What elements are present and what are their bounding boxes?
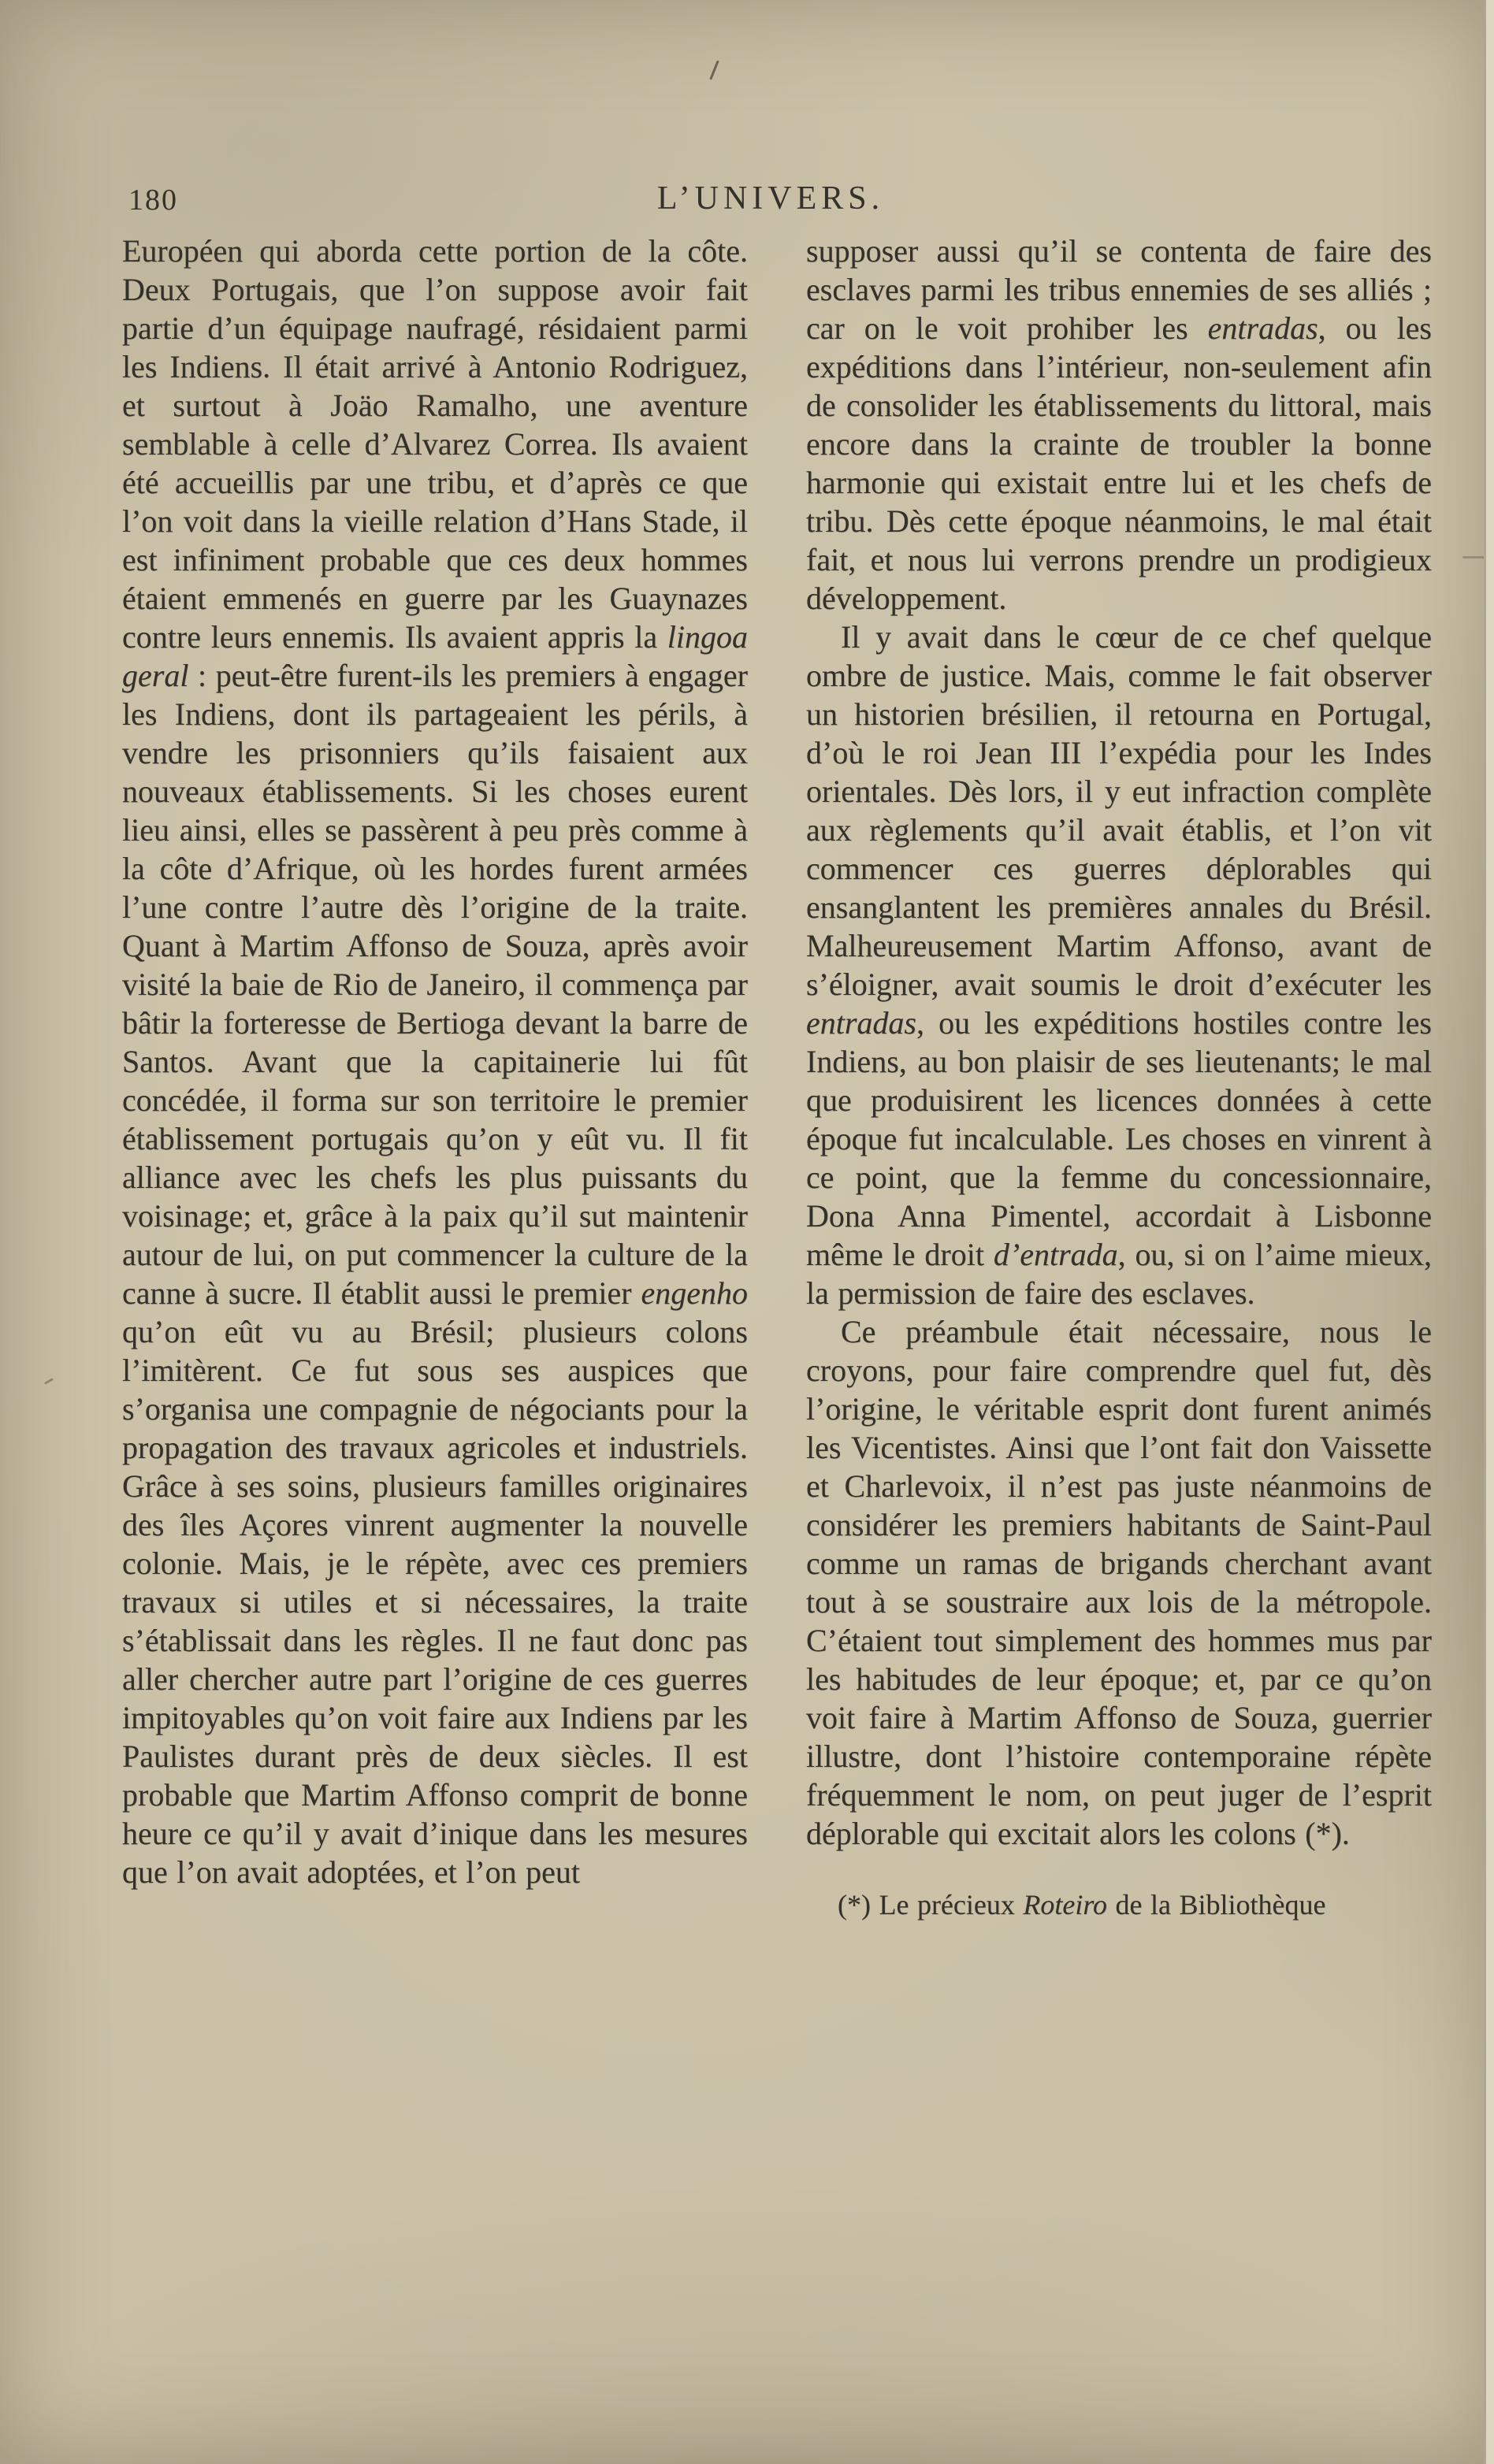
left-column — [122, 232, 748, 1922]
page-number: 180 — [128, 184, 178, 217]
scan-speck — [1462, 556, 1485, 558]
paragraph: (*) Le précieux Roteiro de la Bibliothèque — [838, 1889, 1326, 1920]
paragraph: Il y avait dans le cœur de ce chef quelque ombre de justice. Mais, comme le fait observer un historien brésilien, il retourna en Portugal, d’où le roi Jean III l’expédia pour les Indes orientales. Dès lors, il y eut infraction complète aux règlements qu’il avait établis, et l’on vit commencer ces guerres déplorables qui ensanglantent les premières annales du Brésil. Malheureusement Martim Affonso, avant de s’éloigner, avait soumis le droit d’exécuter les entradas, ou les expéditions hostiles contre les Indiens, au bon plaisir de ses lieutenants; le mal que produisirent les licences données à cette époque fut incalculable. Les choses en vinrent à ce point, que la femme du concessionnaire, Dona Anna Pimentel, accordait à Lisbonne même le droit d’entrada, ou, si on l’aime mieux, la permission de faire des esclaves. — [806, 619, 1432, 1311]
paragraph: supposer aussi qu’il se contenta de faire des esclaves parmi les tribus ennemies de ses alliés ; car on le voit prohiber les entradas, ou les expéditions dans l’intérieur, non-seulement afin de consolider les établissements du littoral, mais encore dans la crainte de troubler la bonne harmonie qui existait entre lui et les chefs de tribu. Dès cette époque néanmoins, le mal était fait, et nous lui verrons prendre un prodigieux développement. — [806, 233, 1432, 616]
right-column-body — [806, 232, 1432, 1853]
text-columns — [122, 232, 1432, 1922]
paragraph: Européen qui aborda cette portion de la côte. Deux Portugais, que l’on suppose avoir fait partie d’un équipage naufragé, résidaient parmi les Indiens. Il était arrivé à Antonio Rodriguez, et surtout à Joäo Ramalho, une aventure semblable à celle d’Alvarez Correa. Ils avaient été accueillis par une tribu, et d’après ce que l’on voit dans la vieille relation d’Hans Stade, il est infiniment probable que ces deux hommes étaient emmenés en guerre par les Guaynazes contre leurs ennemis. Ils avaient appris la lingoa geral : peut-être furent-ils les premiers à engager les Indiens, dont ils partageaient les périls, à vendre les prisonniers qu’ils faisaient aux nouveaux établissements. Si les choses eurent lieu ainsi, elles se passèrent à peu près comme à la côte d’Afrique, où les hordes furent armées l’une contre l’autre dès l’origine de la traite. Quant à Martim Affonso de Souza, après avoir visité la baie de Rio de Janeiro, il commença par bâtir la forteresse de Bertioga devant la barre de Santos. Avant que la capitainerie lui fût concédée, il forma sur son territoire le premier établissement portugais qu’on y eût vu. Il fit alliance avec les chefs les plus puissants du voisinage; et, grâce à la paix qu’il sut maintenir autour de lui, on put commencer la culture de la canne à sucre. Il établit aussi le premier engenho qu’on eût vu au Brésil; plusieurs colons l’imitèrent. Ce fut sous ses auspices que s’organisa une compagnie de négociants pour la propagation des travaux agricoles et industriels. Grâce à ses soins, plusieurs familles originaires des îles Açores vinrent augmenter la nouvelle colonie. Mais, je le répète, avec ces premiers travaux si utiles et si nécessaires, la traite s’établissait dans les règles. Il ne faut donc pas aller chercher autre part l’origine de ces guerres impitoyables qu’on voit faire aux Indiens par les Paulistes durant près de deux siècles. Il est probable que Martim Affonso comprit de bonne heure ce qu’il y avait d’inique dans les mesures que l’on avait adoptées, et l’on peut — [122, 233, 748, 1890]
page-header — [122, 180, 1419, 221]
right-column — [806, 232, 1432, 1922]
footnote — [806, 1887, 1432, 1922]
running-title: L’UNIVERS. — [656, 180, 885, 217]
page-scan-edge — [1484, 0, 1494, 2464]
scan-speck — [44, 1378, 54, 1385]
scan-speck — [709, 60, 719, 80]
paragraph: Ce préambule était nécessaire, nous le croyons, pour faire comprendre quel fut, dès l’origine, le véritable esprit dont furent animés les Vicentistes. Ainsi que l’ont fait don Vaissette et Charlevoix, il n’est pas juste néanmoins de considérer les premiers habitants de Saint-Paul comme un ramas de brigands cherchant avant tout à se soustraire aux lois de la métropole. C’étaient tout simplement des hommes mus par les habitudes de leur époque; et, par ce qu’on voit faire à Martim Affonso de Souza, guerrier illustre, dont l’histoire contemporaine répète fréquemment le nom, on peut juger de l’esprit déplorable qui excitait alors les colons (*). — [806, 1314, 1432, 1851]
